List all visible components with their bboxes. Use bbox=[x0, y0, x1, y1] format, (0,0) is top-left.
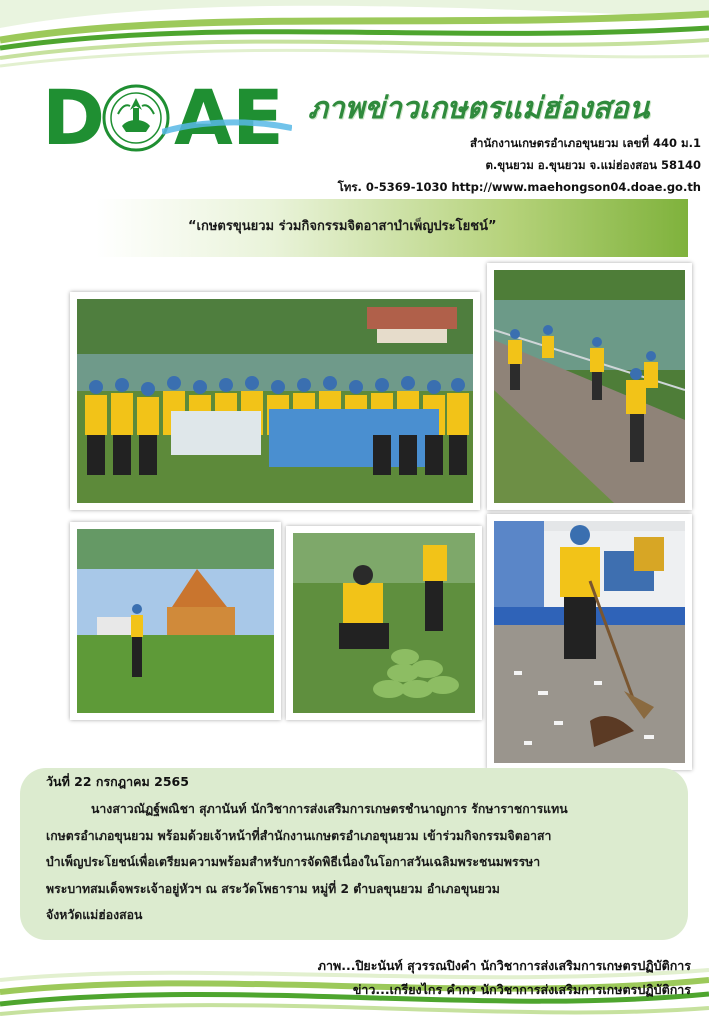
address-line-1: สำนักงานเกษตรอำเภอขุนยวม เลขที่ 440 ม.1 bbox=[469, 136, 701, 150]
news-date: วันที่ 22 กรกฎาคม 2565 bbox=[46, 774, 189, 789]
doae-logo bbox=[42, 73, 292, 162]
news-body-line-1: นางสาวณัฏฐ์พณิชา สุภานันท์ นักวิชาการส่งเสริมการเกษตรชำนาญการ รักษาราชการแทน bbox=[91, 802, 568, 816]
photo-temple-ground bbox=[70, 522, 281, 720]
news-body-line-5: จังหวัดแม่ฮ่องสอน bbox=[46, 908, 143, 922]
logo-letter-e: E bbox=[232, 73, 282, 162]
photo-banana-leaves bbox=[286, 526, 482, 720]
headline-bar bbox=[96, 199, 688, 257]
logo-swoosh-decoration bbox=[162, 118, 292, 138]
news-body-line-4: พระบาทสมเด็จพระเจ้าอยู่หัวฯ ณ สระวัดโพธาราม หมู่ที่ 2 ตำบลขุนยวม อำเภอขุนยวม bbox=[46, 881, 500, 896]
address-line-2: ต.ขุนยวม อ.ขุนยวม จ.แม่ฮ่องสอน 58140 bbox=[485, 158, 701, 172]
photo-group-by-pond bbox=[70, 292, 480, 510]
photo-sweeping-path bbox=[487, 263, 692, 510]
address-line-3: โทร. 0-5369-1030 http://www.maehongson04.doae.go.th bbox=[337, 180, 701, 194]
header-swoosh-decoration bbox=[0, 0, 709, 90]
news-credit: ข่าว...เกรียงไกร คำกร นักวิชาการส่งเสริมการเกษตรปฏิบัติการ bbox=[352, 982, 691, 997]
news-body-line-3: บำเพ็ญประโยชน์เพื่อเตรียมความพร้อมสำหรับการจัดพิธีเนื่องในโอกาสวันเฉลิมพระชนมพรรษา bbox=[46, 855, 541, 869]
photo-credit: ภาพ...ปิยะนันท์ สุวรรณปิงคำ นักวิชาการส่งเสริมการเกษตรปฏิบัติการ bbox=[317, 958, 691, 973]
logo-letter-d: D bbox=[42, 73, 104, 162]
news-body bbox=[46, 796, 664, 929]
doae-seal-icon bbox=[102, 84, 170, 152]
headline-text: “เกษตรขุนยวม ร่วมกิจกรรมจิตอาสาบำเพ็ญประโยชน์” bbox=[188, 219, 497, 234]
logo-letter-a: A bbox=[174, 73, 231, 162]
publication-title: ภาพข่าวเกษตรแม่ฮ่องสอน bbox=[308, 91, 650, 126]
photo-sweeping-building bbox=[487, 514, 692, 770]
news-body-line-2: เกษตรอำเภอขุนยวม พร้อมด้วยเจ้าหน้าที่สำนักงานเกษตรอำเภอขุนยวม เข้าร่วมกิจกรรมจิตอาสา bbox=[46, 828, 552, 843]
